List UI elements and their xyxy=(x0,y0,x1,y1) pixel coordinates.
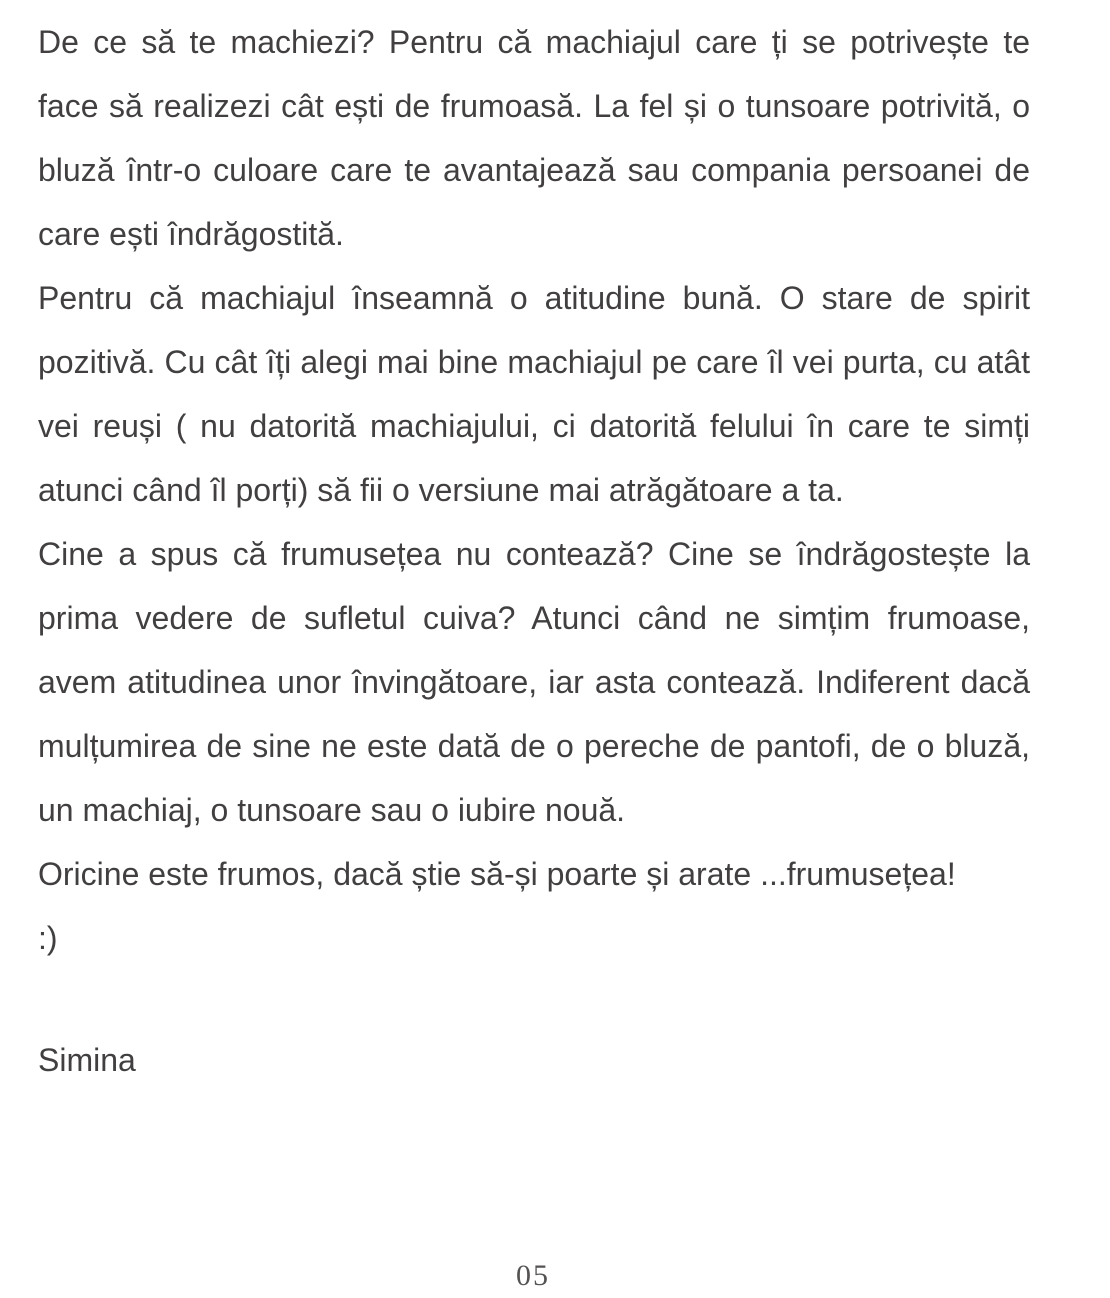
page-number: 05 xyxy=(516,1259,550,1292)
emoticon: :) xyxy=(38,920,58,956)
paragraph-beauty-matters: Cine a spus că frumusețea nu contează? Cine se îndrăgostește la prima vedere de sufletul cuiva? Atunci când ne simțim frumoase, avem atitudinea unor învingătoare, iar asta contează. Indiferent dacă mulțumirea de sine ne este dată de o pereche de pantofi, de o bluză, un machiaj, o tunsoare sau o iubire nouă. xyxy=(38,536,1030,828)
paragraph-intro: De ce să te machiezi? Pentru că machiajul care ți se potrivește te face să realizezi cât ești de frumoasă. La fel și o tunsoare potrivită, o bluză într-o culoare care te avantajează sau compania persoanei de care ești îndrăgostită. xyxy=(38,24,1030,252)
paragraph-closing: Oricine este frumos, dacă știe să-și poarte și arate ...frumusețea! xyxy=(38,856,956,892)
author-signature: Simina xyxy=(38,1042,136,1078)
paragraph-attitude: Pentru că machiajul înseamnă o atitudine bună. O stare de spirit pozitivă. Cu cât îți alegi mai bine machiajul pe care îl vei purta, cu atât vei reuși ( nu datorită machiajului, ci datorită felului în care te simți atunci când îl porți) să fii o versiune mai atrăgătoare a ta. xyxy=(38,280,1030,508)
article-body xyxy=(38,10,1030,970)
